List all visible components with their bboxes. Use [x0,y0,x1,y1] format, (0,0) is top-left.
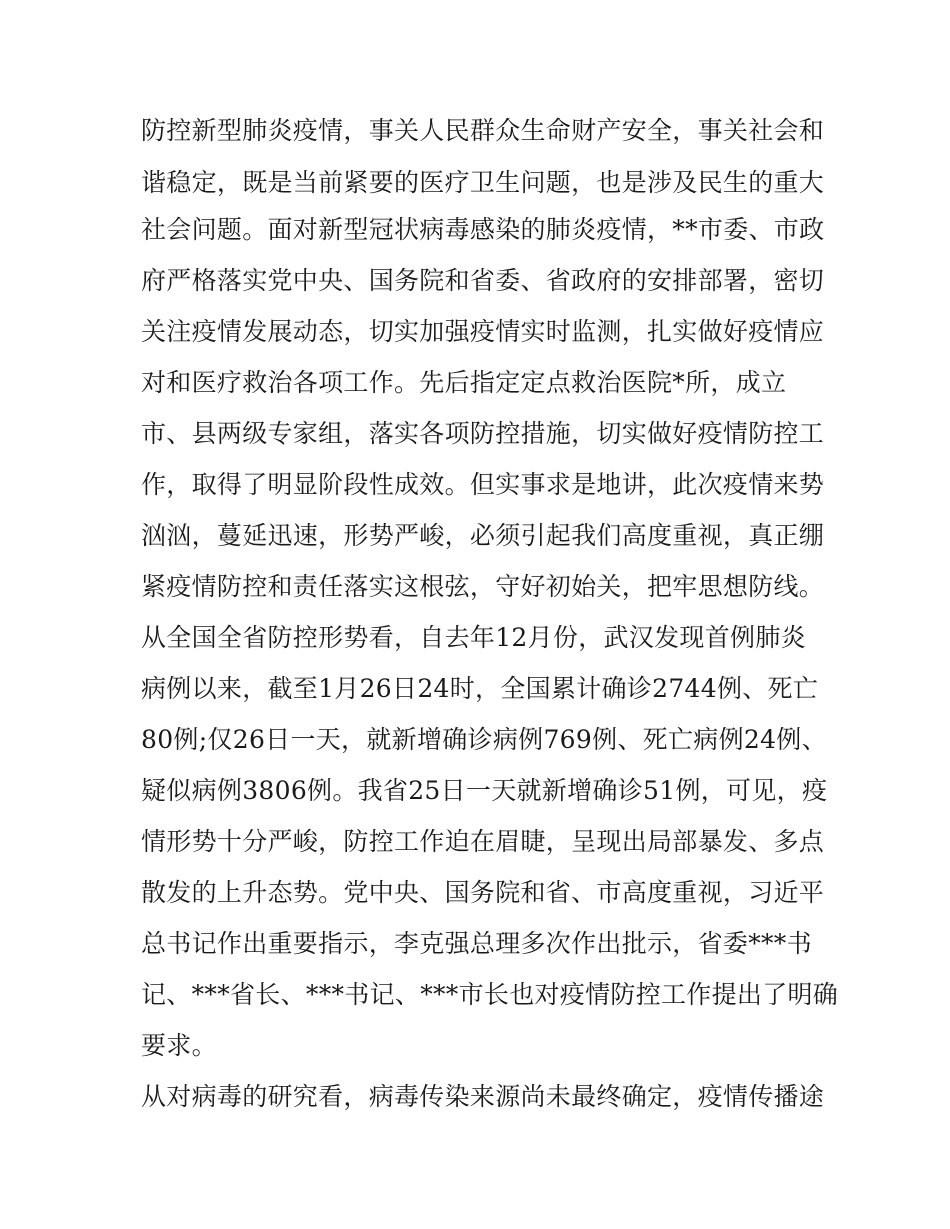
text-line: 病例以来，截至1月26日24时，全国累计确诊2744例、死亡 [141,674,819,703]
text-line: 对和医疗救治各项工作。先后指定定点救治医院*所，成立 [141,368,787,397]
text-line: 关注疫情发展动态，切实加强疫情实时监测，扎实做好疫情应 [141,317,825,346]
text-line: 从对病毒的研究看，病毒传染来源尚未最终确定，疫情传播途 [141,1082,825,1111]
text-line: 总书记作出重要指示，李克强总理多次作出批示，省委***书 [141,929,812,958]
text-line: 作，取得了明显阶段性成效。但实事求是地讲，此次疫情来势 [141,470,825,499]
text-line: 情形势十分严峻，防控工作迫在眉睫，呈现出局部暴发、多点 [141,827,825,856]
text-line: 防控新型肺炎疫情，事关人民群众生命财产安全，事关社会和 [141,116,825,145]
text-line: 市、县两级专家组，落实各项防控措施，切实做好疫情防控工 [141,419,825,448]
text-line: 社会问题。面对新型冠状病毒感染的肺炎疫情，**市委、市政 [141,215,825,244]
text-line: 紧疫情防控和责任落实这根弦，守好初始关，把牢思想防线。 [141,572,825,601]
text-line: 要求。 [141,1031,217,1060]
text-line: 汹汹，蔓延迅速，形势严峻，必须引起我们高度重视，真正绷 [141,521,825,550]
text-line: 府严格落实党中央、国务院和省委、省政府的安排部署，密切 [141,266,825,295]
text-line: 80例;仅26日一天，就新增确诊病例769例、死亡病例24例、 [141,725,827,754]
text-line: 谐稳定，既是当前紧要的医疗卫生问题，也是涉及民生的重大 [141,168,825,197]
text-line: 从全国全省防控形势看，自去年12月份，武汉发现首例肺炎 [141,623,806,652]
text-line: 疑似病例3806例。我省25日一天就新增确诊51例，可见，疫 [141,776,828,805]
text-line: 散发的上升态势。党中央、国务院和省、市高度重视，习近平 [141,878,825,907]
text-line: 记、***省长、***书记、***市长也对疫情防控工作提出了明确 [141,980,839,1009]
